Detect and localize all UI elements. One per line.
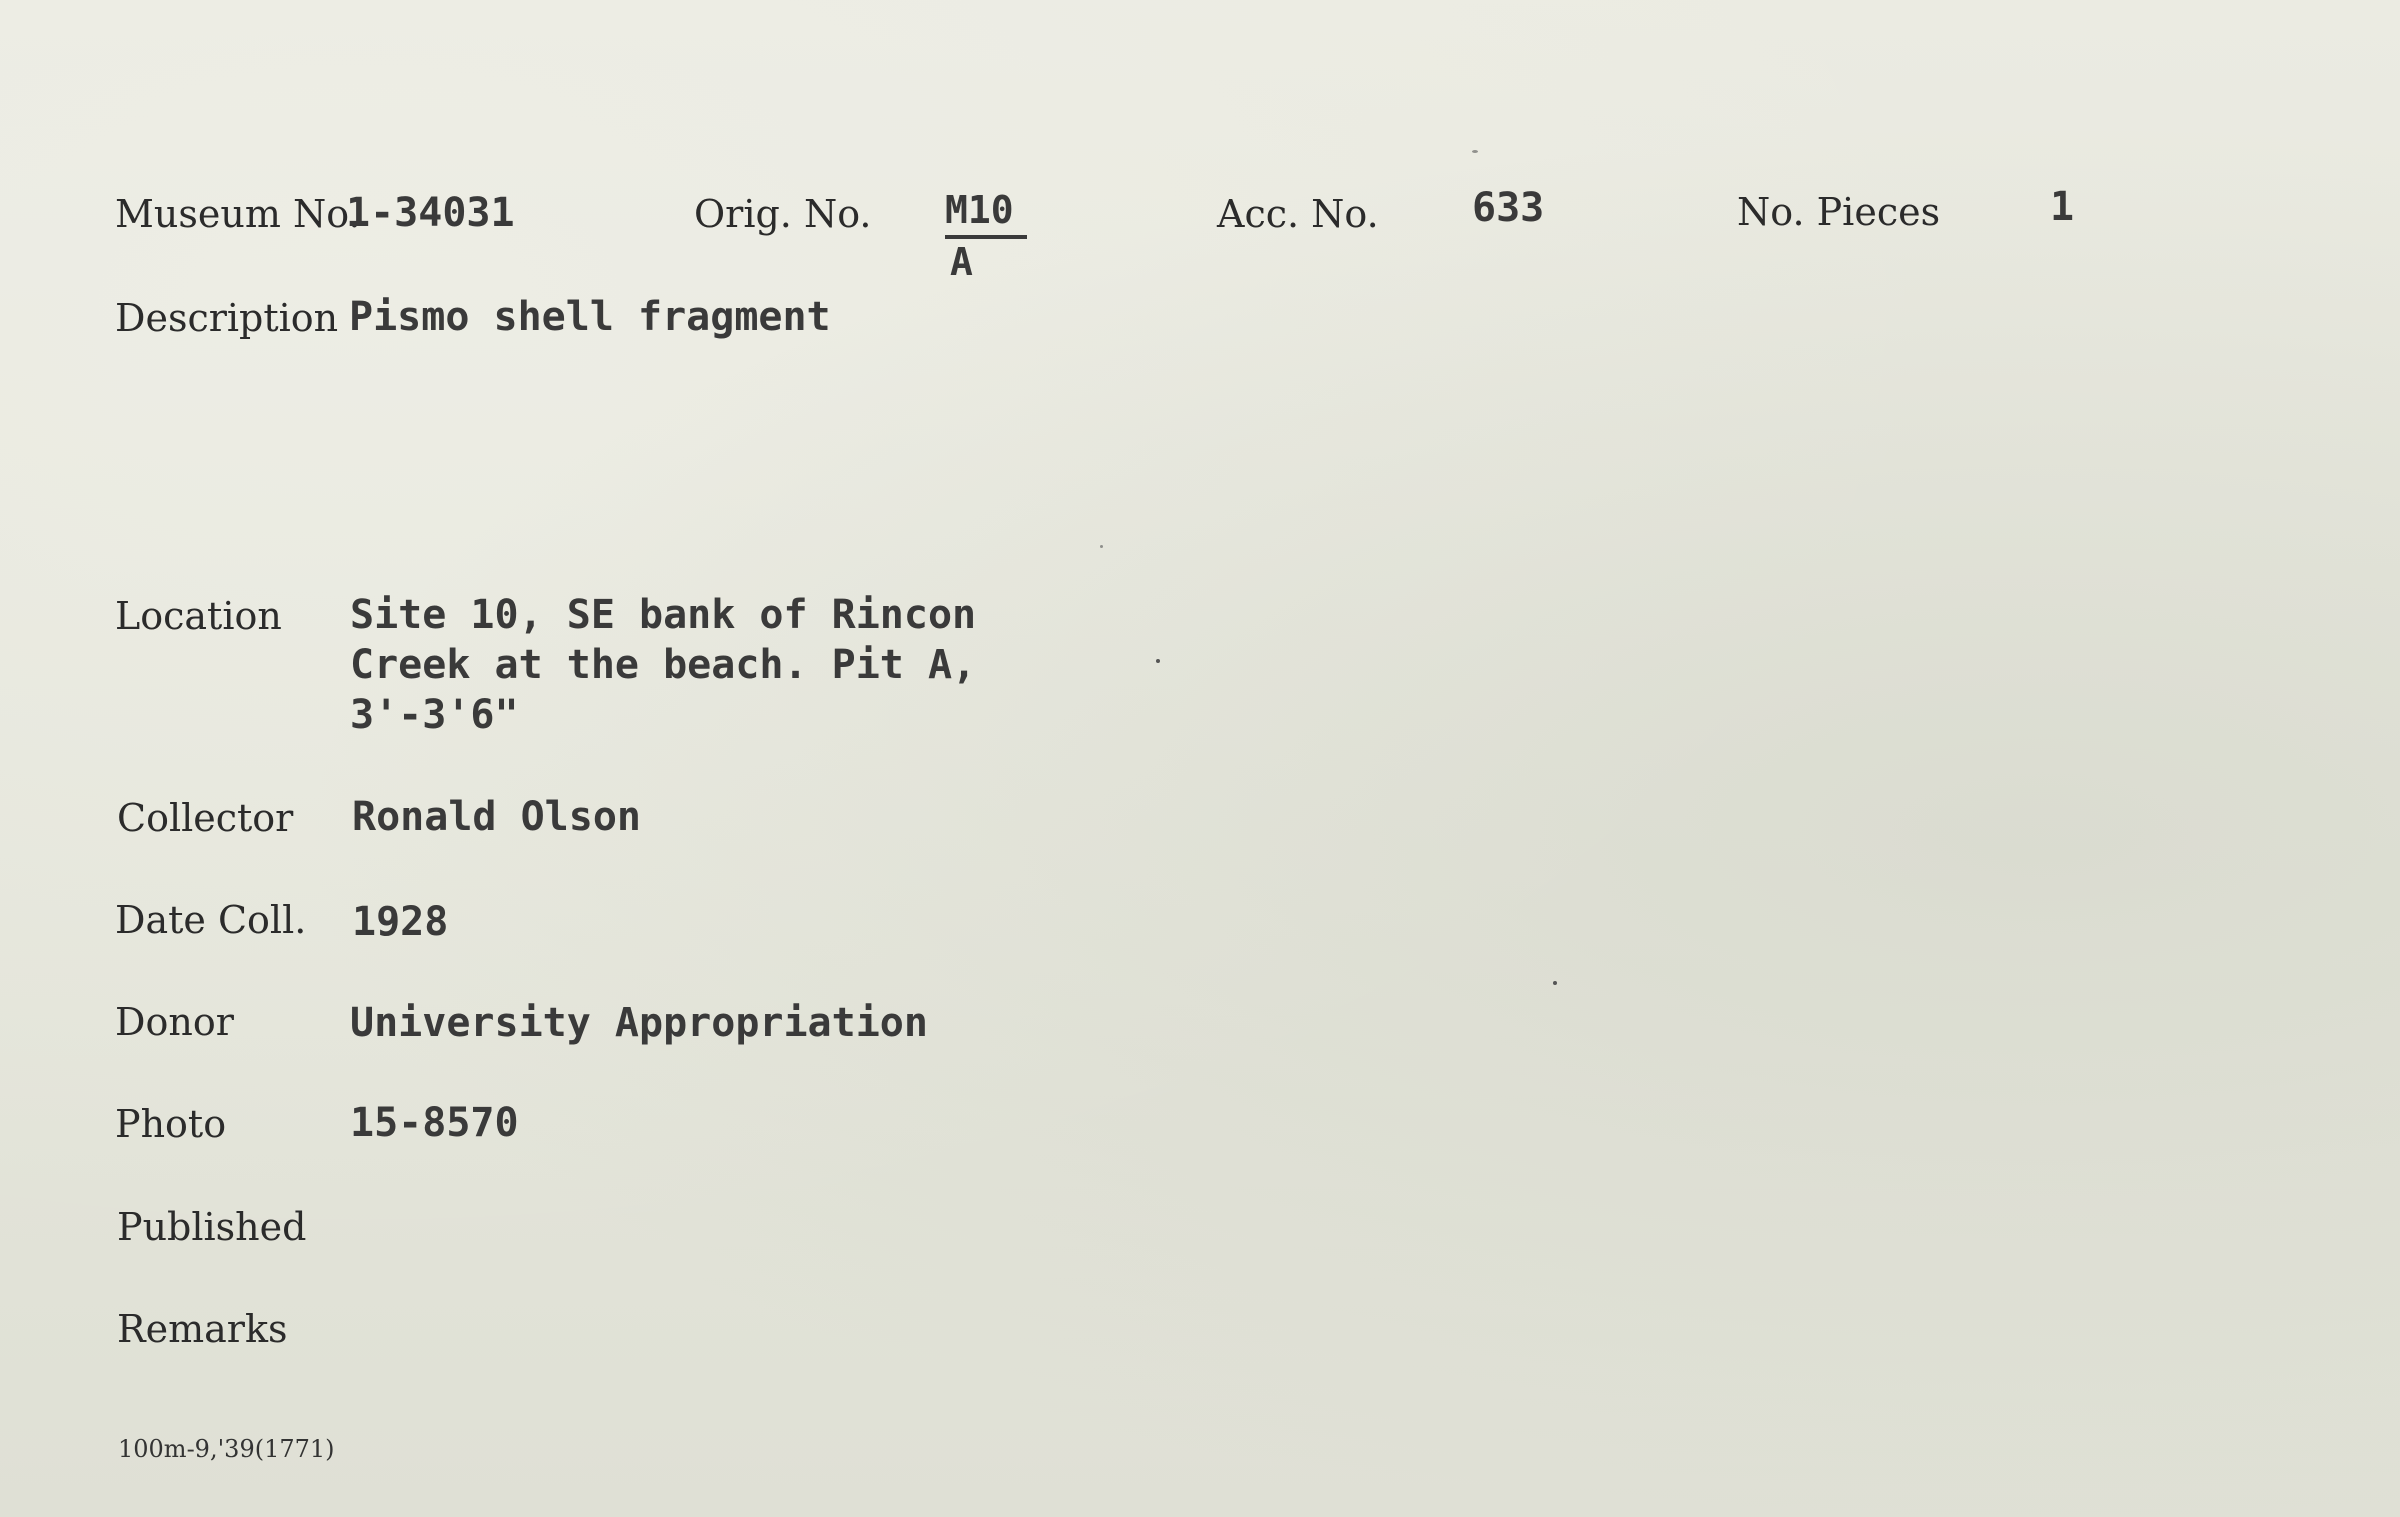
no-pieces-label: No. Pieces	[1737, 190, 1941, 234]
no-pieces-value: 1	[2050, 184, 2075, 230]
orig-no-denominator: A	[950, 240, 973, 284]
museum-no-label: Museum No.	[115, 192, 361, 236]
donor-value: University Appropriation	[350, 1000, 928, 1046]
photo-label: Photo	[115, 1102, 227, 1146]
collector-value: Ronald Olson	[352, 794, 641, 840]
published-label: Published	[117, 1205, 307, 1249]
orig-no-numerator: M10	[945, 188, 1014, 232]
photo-value: 15-8570	[350, 1100, 519, 1146]
location-line-1: Site 10, SE bank of Rincon	[350, 592, 977, 638]
paper-speck	[1553, 981, 1557, 985]
collector-label: Collector	[117, 796, 294, 840]
orig-no-fraction-bar	[945, 235, 1027, 239]
remarks-label: Remarks	[117, 1307, 288, 1351]
location-line-2: Creek at the beach. Pit A,	[350, 642, 977, 688]
acc-no-label: Acc. No.	[1217, 192, 1379, 236]
paper-speck	[1472, 150, 1478, 153]
location-line-3: 3'-3'6"	[350, 692, 519, 738]
acc-no-value: 633	[1472, 185, 1545, 231]
paper-speck	[1156, 659, 1160, 663]
location-label: Location	[115, 594, 282, 638]
orig-no-label: Orig. No.	[694, 192, 872, 236]
museum-no-value: 1-34031	[346, 190, 515, 236]
date-coll-label: Date Coll.	[115, 898, 307, 942]
description-label: Description	[115, 296, 339, 340]
description-value: Pismo shell fragment	[349, 294, 831, 340]
print-code: 100m-9,'39(1771)	[118, 1435, 335, 1463]
donor-label: Donor	[115, 1000, 234, 1044]
date-coll-value: 1928	[352, 899, 449, 945]
paper-speck	[1100, 545, 1103, 548]
